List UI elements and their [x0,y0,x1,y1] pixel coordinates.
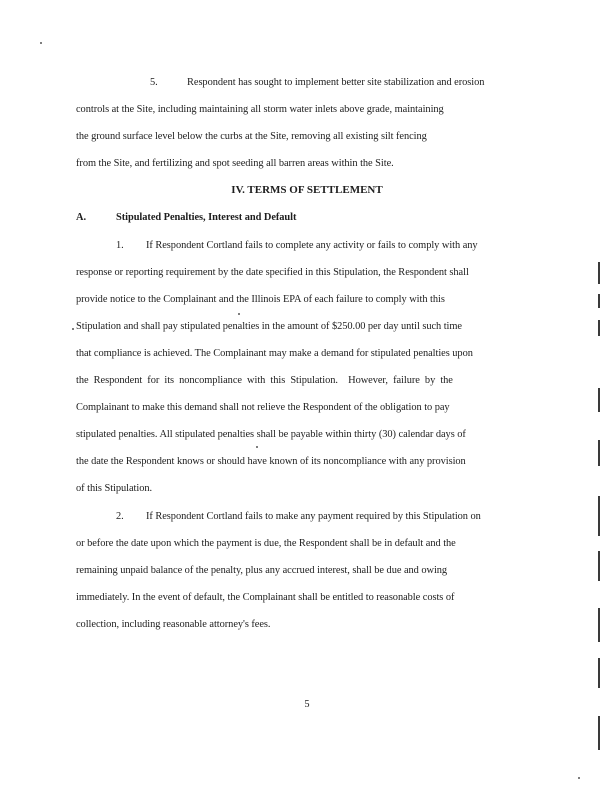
scan-speck [72,328,74,330]
revision-bar-5 [598,440,600,466]
revision-bar-8 [598,608,600,642]
para1-line-7: Complainant to make this demand shall not relieve the Respondent of the obligation to pay [76,402,450,413]
para1-line-2: response or reporting requirement by the date specified in this Stipulation, the Respondent shall [76,267,469,278]
para2-line-2: or before the date upon which the payment is due, the Respondent shall be in default and the [76,538,456,549]
para5-line-3: the ground surface level below the curbs at the Site, removing all existing silt fencing [76,131,427,142]
subsection-title: Stipulated Penalties, Interest and Default [116,212,297,223]
scan-speck [238,313,240,315]
revision-bar-3 [598,320,600,336]
para2-line-4: immediately. In the event of default, the Complainant shall be entitled to reasonable costs of [76,592,455,603]
revision-bar-10 [598,716,600,750]
revision-bar-1 [598,262,600,284]
para1-line-6: the Respondent for its noncompliance with this Stipulation. However, failure by the [76,375,453,386]
page-number: 5 [304,699,310,710]
para5-line-1: Respondent has sought to implement better site stabilization and erosion [187,77,485,88]
scan-speck [256,446,258,448]
para5-number: 5. [150,77,158,88]
para1-line-9: the date the Respondent knows or should have known of its noncompliance with any provision [76,456,466,467]
para5-line-4: from the Site, and fertilizing and spot seeding all barren areas within the Site. [76,158,394,169]
section-heading: IV. TERMS OF SETTLEMENT [231,184,383,196]
scan-speck [40,42,42,44]
subsection-letter: A. [76,212,87,223]
para5-line-2: controls at the Site, including maintaining all storm water inlets above grade, maintaining [76,104,444,115]
para1-line-1: If Respondent Cortland fails to complete any activity or fails to comply with any [146,240,478,251]
revision-bar-9 [598,658,600,688]
para1-line-8: stipulated penalties. All stipulated penalties shall be payable within thirty (30) calendar days of [76,429,466,440]
para2-line-5: collection, including reasonable attorney's fees. [76,619,271,630]
scan-speck [578,777,580,779]
para1-line-10: of this Stipulation. [76,483,153,494]
para2-line-3: remaining unpaid balance of the penalty, plus any accrued interest, shall be due and owing [76,565,448,576]
para1-line-3: provide notice to the Complainant and the Illinois EPA of each failure to comply with this [76,294,445,305]
para2-line-1: If Respondent Cortland fails to make any payment required by this Stipulation on [146,511,481,522]
revision-bar-6 [598,496,600,536]
para1-line-5: that compliance is achieved. The Complainant may make a demand for stipulated penalties upon [76,348,473,359]
para2-number: 2. [116,511,124,522]
revision-bar-2 [598,294,600,308]
revision-bar-7 [598,551,600,581]
para1-line-4: Stipulation and shall pay stipulated penalties in the amount of $250.00 per day until such time [76,321,462,332]
revision-bar-4 [598,388,600,412]
para1-number: 1. [116,240,124,251]
